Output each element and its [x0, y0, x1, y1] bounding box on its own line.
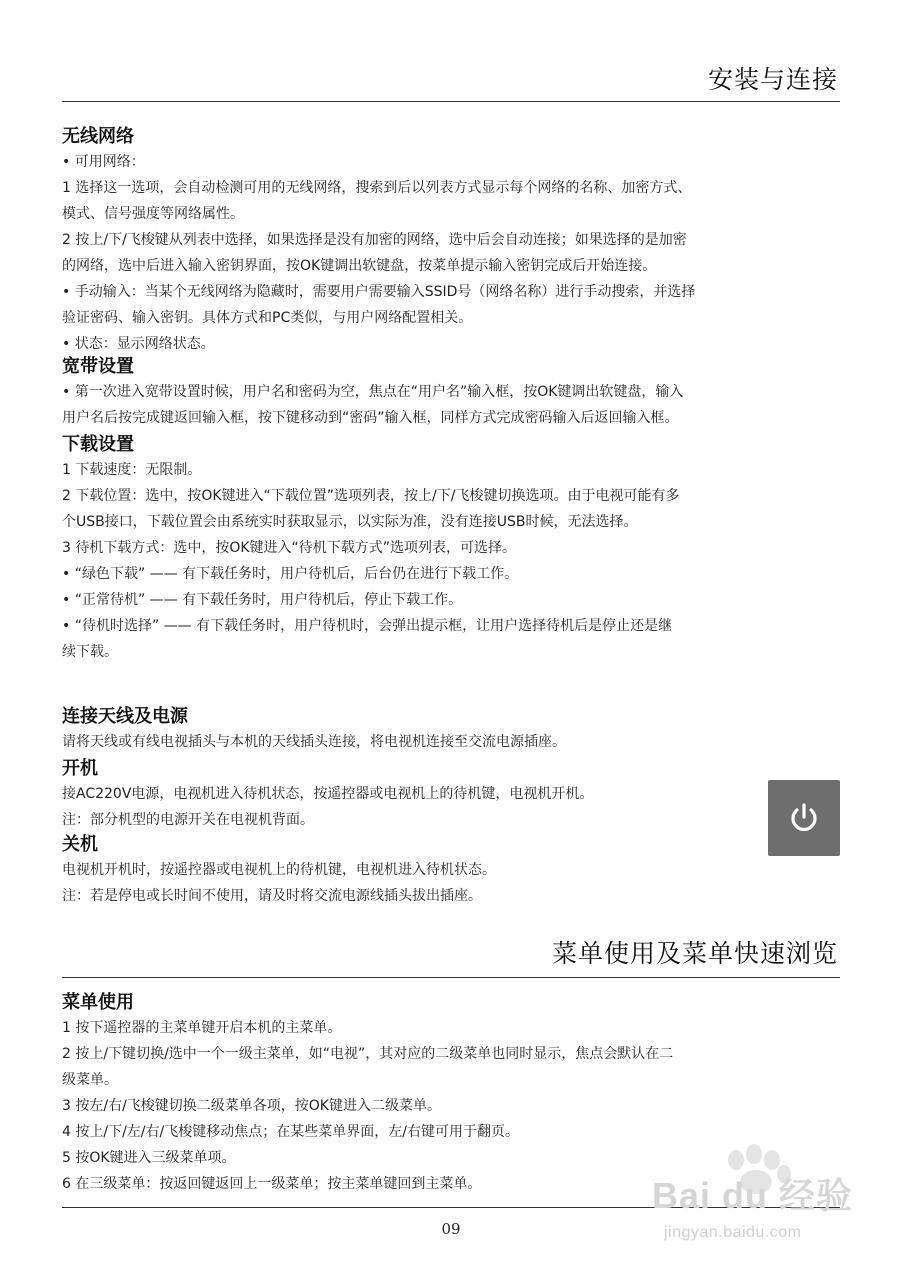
text-line: 3 待机下载方式：选中，按OK键进入“待机下载方式”选项列表，可选择。 — [62, 540, 517, 556]
text-line: 续下载。 — [62, 644, 118, 660]
watermark-url: jingyan.baidu.com — [664, 1224, 802, 1241]
text-line: • “待机时选择” —— 有下载任务时，用户待机时，会弹出提示框，让用户选择待机后是停止还是继 — [62, 618, 673, 634]
text-line: 验证密码、输入密钥。具体方式和PC类似，与用户网络配置相关。 — [62, 310, 473, 326]
antenna-section — [62, 702, 842, 755]
power-on-section — [62, 754, 752, 833]
text-line: 注：若是停电或长时间不使用，请及时将交流电源线插头拔出插座。 — [62, 888, 482, 904]
text-line: 个USB接口，下载位置会由系统实时获取显示，以实际为准，没有连接USB时候，无法选择。 — [62, 514, 638, 530]
text-line: 2 下载位置：选中，按OK键进入“下载位置”选项列表，按上/下/飞梭键切换选项。由于电视可能有多 — [62, 488, 680, 504]
wireless-heading: 无线网络 — [62, 126, 134, 147]
text-line: • “正常待机” —— 有下载任务时，用户待机后，停止下载工作。 — [62, 592, 463, 608]
menu-use-heading: 菜单使用 — [62, 992, 134, 1013]
download-heading: 下载设置 — [62, 434, 134, 455]
text-line: 1 选择这一选项，会自动检测可用的无线网络，搜索到后以列表方式显示每个网络的名称、加密方式、 — [62, 180, 692, 196]
power-icon — [787, 801, 821, 835]
section-title-install: 安装与连接 — [707, 65, 838, 94]
text-line: 2 按上/下键切换/选中一个一级主菜单，如“电视”，其对应的二级菜单也同时显示，焦点会默认在二 — [62, 1046, 674, 1062]
text-line: 1 下载速度：无限制。 — [62, 462, 202, 478]
text-line: 电视机开机时，按遥控器或电视机上的待机键，电视机进入待机状态。 — [62, 862, 496, 878]
power-off-heading: 关机 — [62, 834, 98, 855]
broadband-heading: 宽带设置 — [62, 356, 134, 377]
text-line: • “绿色下载” —— 有下载任务时，用户待机后，后台仍在进行下载工作。 — [62, 566, 519, 582]
text-line: • 可用网络： — [62, 154, 145, 170]
text-line: 的网络，选中后进入输入密钥界面，按OK键调出软键盘，按菜单提示输入密钥完成后开始连接。 — [62, 258, 657, 274]
text-line: 接AC220V电源，电视机进入待机状态，按遥控器或电视机上的待机键，电视机开机。 — [62, 786, 594, 802]
download-section — [62, 430, 842, 665]
antenna-heading: 连接天线及电源 — [62, 706, 188, 727]
text-line: • 手动输入：当某个无线网络为隐藏时，需要用户需要输入SSID号（网络名称）进行手动搜索，并选择 — [62, 284, 696, 300]
watermark-brand: Bai du 经验 — [652, 1175, 854, 1216]
text-line: 5 按OK键进入三级菜单项。 — [62, 1150, 236, 1166]
text-line: 级菜单。 — [62, 1072, 118, 1088]
text-line: 2 按上/下/飞梭键从列表中选择，如果选择是没有加密的网络，选中后会自动连接；如果选择的是加密 — [62, 232, 687, 248]
power-off-section — [62, 830, 752, 909]
text-line: 注：部分机型的电源开关在电视机背面。 — [62, 812, 314, 828]
power-on-heading: 开机 — [62, 758, 98, 779]
title-rule — [62, 977, 840, 978]
wireless-section — [62, 122, 842, 357]
text-line: 3 按左/右/飞梭键切换二级菜单各项，按OK键进入二级菜单。 — [62, 1098, 441, 1114]
text-line: 模式、信号强度等网络属性。 — [62, 206, 244, 222]
broadband-section — [62, 352, 842, 431]
text-line: 1 按下遥控器的主菜单键开启本机的主菜单。 — [62, 1020, 342, 1036]
text-line: 用户名后按完成键返回输入框，按下键移动到“密码”输入框，同样方式完成密码输入后返回输入框。 — [62, 410, 679, 426]
text-line: 请将天线或有线电视插头与本机的天线插头连接，将电视机连接至交流电源插座。 — [62, 734, 566, 750]
text-line: 4 按上/下/左/右/飞梭键移动焦点；在某些菜单界面，左/右键可用于翻页。 — [62, 1124, 519, 1140]
section-title-menu: 菜单使用及菜单快速浏览 — [551, 939, 838, 968]
text-line: • 状态：显示网络状态。 — [62, 336, 215, 352]
text-line: 6 在三级菜单：按返回键返回上一级菜单；按主菜单键回到主菜单。 — [62, 1176, 482, 1192]
power-button-image — [768, 780, 840, 856]
page-number: 09 — [441, 1220, 461, 1238]
title-rule — [62, 101, 840, 102]
text-line: • 第一次进入宽带设置时候，用户名和密码为空，焦点在“用户名”输入框，按OK键调出软键盘，输入 — [62, 384, 684, 400]
